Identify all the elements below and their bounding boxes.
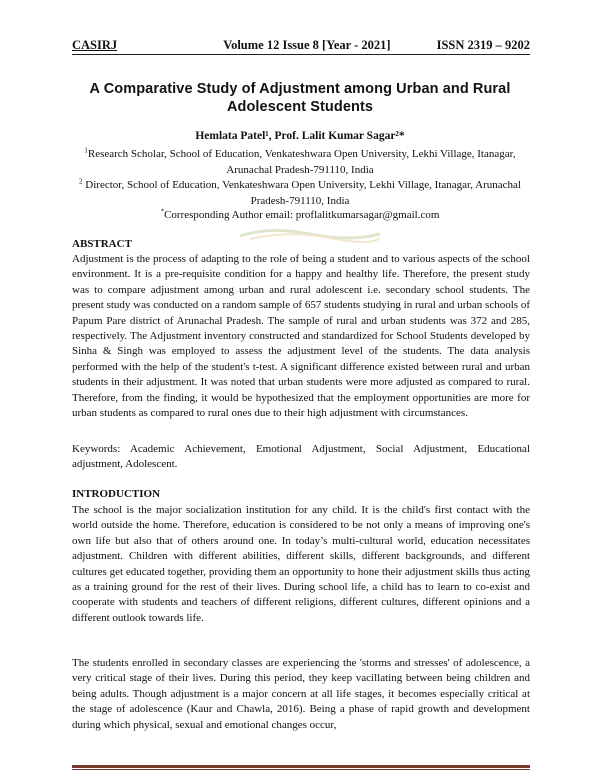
abstract-body: Adjustment is the process of adapting to the role of being a student and to various aspects of the school environment. It is a pre-requisite condition for a happy and healthy life. Therefore, the present study was to compare adjustment among urban and rural adolescent i.e. secondary school students. The present study was conducted on a random sample of 657 students studying in rural and urban schools of Papum Pare district of Arunachal Pradesh. The sample of rural and urban students was 372 and 285, respectively. The Adjustment inventory constructed and standardized for School Students developed by Sinha & Singh was employed to assess the adjustment level of the students. The data analysis performed with the help of the student's t-test. A significant difference existed between rural and urban students in their adjustment. It was noted that urban students were more adjusted as compared to rural. Therefore, from the finding, it would be hypothesized that the employment opportunities are more for urban students as compared to rural ones due to their high adjustment with circumstances. (72, 253, 530, 420)
header-journal: CASIRJ (72, 38, 118, 52)
affiliation-2-text: Director, School of Education, Venkateshwara Open University, Lekhi Village, Itanagar, Arunachal Pradesh-791110, India (82, 179, 521, 207)
affiliation-1-marker: 1 (84, 146, 88, 155)
paper-title: A Comparative Study of Adjustment among Urban and Rural Adolescent Students (89, 81, 511, 115)
email-text: Corresponding Author email: proflalitkumarsagar@gmail.com (164, 209, 440, 221)
affiliation-2 (70, 178, 530, 209)
footer-rule-thin (72, 769, 530, 770)
watermark-logo (230, 224, 390, 244)
introduction-paragraph-1: The school is the major socialization institution for any child. It is the child's first contact with the world outside the home. Therefore, education is considered to be not only a means of improving one's own life but also that of others around one. In today’s multi-cultural world, education necessitates adjustment. Children with different abilities, different skills, different backgrounds, and different cultures get educated together, providing them an opportunity to hone their adjustment skills thus acting as a training ground for the rest of their lives. During school life, a child has to learn to co-exist and cooperate with students and teachers of different religions, different cultures, different opinions and a different outlook towards life. (72, 504, 530, 624)
affiliation-1 (70, 147, 530, 178)
footer-rule-thick (72, 765, 530, 768)
introduction-paragraph-2: The students enrolled in secondary classes are experiencing the 'storms and stresses' of adolescence, a very critical stage of their lives. During this period, they keep vacillating between being children and being adults. Though adjustment is a major concern at all life stages, it becomes especially critical at the stage of adolescence (Kaur and Chawla, 2016). Being a phase of rapid growth and development during which physical, sexual and emotional changes occur, (72, 657, 530, 731)
corresponding-email (70, 209, 530, 221)
affiliation-1-text: Research Scholar, School of Education, Venkateshwara Open University, Lekhi Village, Itanagar, Arunachal Pradesh-791110, India (87, 148, 516, 176)
header-volume: Volume 12 Issue 8 [Year - 2021] (223, 38, 391, 52)
header-issn: ISSN 2319 – 9202 (436, 38, 530, 52)
abstract-heading: ABSTRACT (72, 238, 132, 250)
introduction-heading: INTRODUCTION (72, 488, 161, 500)
running-header (72, 38, 530, 55)
keywords: Keywords: Academic Achievement, Emotional Adjustment, Social Adjustment, Educational adjustment, Adolescent. (72, 443, 530, 471)
email-marker: * (160, 207, 165, 216)
affiliation-2-marker: 2 (79, 177, 83, 186)
author-list: Hemlata Patel¹, Prof. Lalit Kumar Sagar²* (195, 130, 405, 142)
